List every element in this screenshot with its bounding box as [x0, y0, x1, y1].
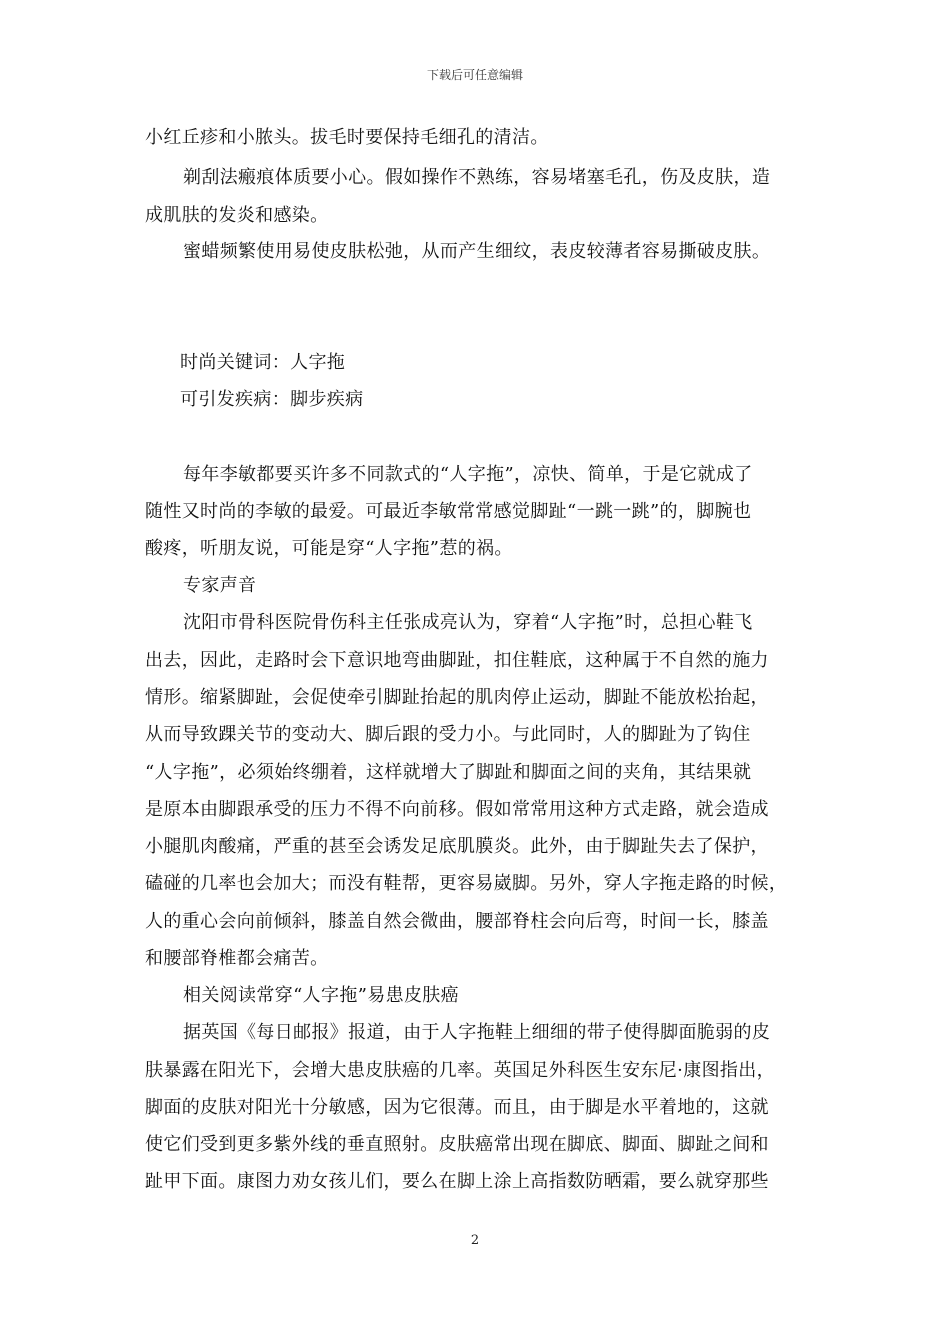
paragraph-line: 每年李敏都要买许多不同款式的“人字拖”，凉快、简单，于是它就成了 — [183, 464, 753, 485]
paragraph-line: 随性又时尚的李敏的最爱。可最近李敏常常感觉脚趾“一跳一跳”的，脚腕也 — [145, 501, 752, 522]
paragraph-line: 脚面的皮肤对阳光十分敏感，因为它很薄。而且，由于脚是水平着地的，这就 — [145, 1097, 769, 1118]
section-heading: 专家声音 — [183, 575, 257, 596]
paragraph-line: 小红丘疹和小脓头。拔毛时要保持毛细孔的清洁。 — [145, 127, 549, 148]
keyword-line: 时尚关键词：人字拖 — [180, 352, 346, 373]
paragraph-line: 酸疼，听朋友说，可能是穿“人字拖”惹的祸。 — [145, 538, 513, 559]
paragraph-line: “人字拖”，必须始终绷着，这样就增大了脚趾和脚面之间的夹角，其结果就 — [145, 762, 752, 783]
paragraph-line: 据英国《每日邮报》报道，由于人字拖鞋上细细的带子使得脚面脆弱的皮 — [183, 1022, 771, 1043]
paragraph-line: 情形。缩紧脚趾，会促使牵引脚趾抬起的肌肉停止运动，脚趾不能放松抬起， — [145, 687, 769, 708]
paragraph-line: 使它们受到更多紫外线的垂直照射。皮肤癌常出现在脚底、脚面、脚趾之间和 — [145, 1134, 769, 1155]
paragraph-line: 是原本由脚跟承受的压力不得不向前移。假如常常用这种方式走路，就会造成 — [145, 799, 769, 820]
paragraph-line: 剃刮法瘢痕体质要小心。假如操作不熟练，容易堵塞毛孔，伤及皮肤，造 — [183, 167, 771, 188]
paragraph-line: 人的重心会向前倾斜，膝盖自然会微曲，腰部脊柱会向后弯，时间一长，膝盖 — [145, 911, 769, 932]
page-number: 2 — [470, 1233, 480, 1248]
disease-line: 可引发疾病：脚步疾病 — [180, 389, 364, 410]
paragraph-line: 成肌肤的发炎和感染。 — [145, 205, 329, 226]
paragraph-line: 肤暴露在阳光下，会增大患皮肤癌的几率。英国足外科医生安东尼·康图指出， — [145, 1060, 775, 1081]
paragraph-line: 蜜蜡频繁使用易使皮肤松弛，从而产生细纹，表皮较薄者容易撕破皮肤。 — [183, 241, 771, 262]
paragraph-line: 磕碰的几率也会加大；而没有鞋帮，更容易崴脚。另外，穿人字拖走路的时候， — [145, 873, 788, 894]
page-header: 下载后可任意编辑 — [426, 68, 523, 82]
paragraph-line: 沈阳市骨科医院骨伤科主任张成亮认为，穿着“人字拖”时，总担心鞋飞 — [183, 612, 753, 633]
paragraph-line: 趾甲下面。康图力劝女孩儿们，要么在脚上涂上高指数防晒霜，要么就穿那些 — [145, 1171, 769, 1192]
paragraph-line: 小腿肌肉酸痛，严重的甚至会诱发足底肌膜炎。此外，由于脚趾失去了保护， — [145, 836, 769, 857]
paragraph-line: 从而导致踝关节的变动大、脚后跟的受力小。与此同时，人的脚趾为了钩住 — [145, 724, 751, 745]
section-heading: 相关阅读常穿“人字拖”易患皮肤癌 — [183, 985, 460, 1006]
paragraph-line: 出去，因此，走路时会下意识地弯曲脚趾，扣住鞋底，这种属于不自然的施力 — [145, 650, 769, 671]
paragraph-line: 和腰部脊椎都会痛苦。 — [145, 948, 329, 969]
